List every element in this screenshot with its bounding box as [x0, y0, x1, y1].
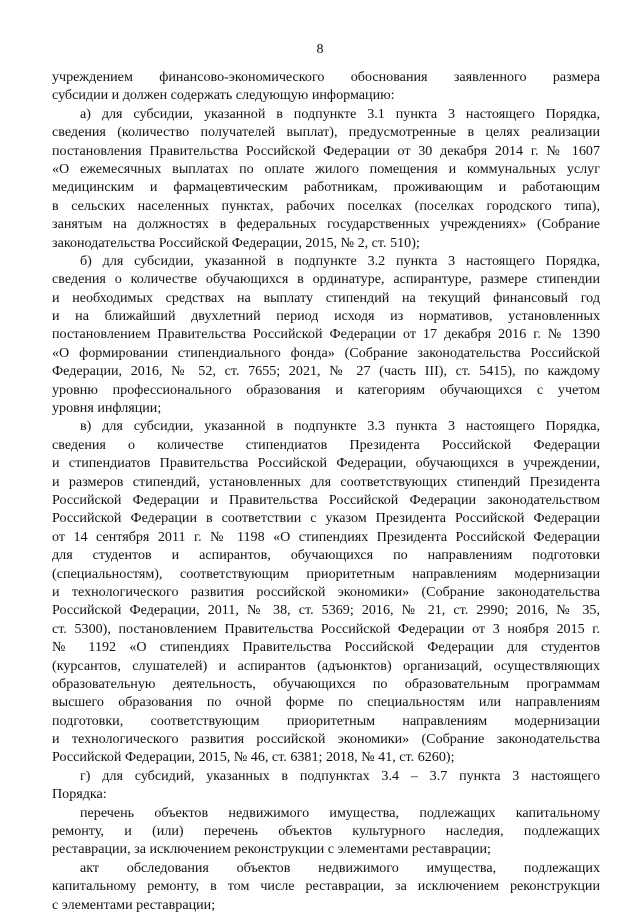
text-line: № 1192 «О стипендиях Правительства Российской Федерации для студентов — [52, 639, 600, 656]
text-line: в) для субсидии, указанной в подпункте 3.3 пункта 3 настоящего Порядка, — [80, 418, 600, 435]
text-line: ремонту, и (или) перечень объектов культурного наследия, подлежащих — [52, 823, 600, 840]
text-line: (специальностям), соответствующим приоритетным направлениям модернизации — [52, 565, 600, 582]
text-line: «О ежемесячных выплатах по оплате жилого помещения и коммунальных услуг — [52, 160, 600, 177]
text-line: Российской Федерации, 2011, № 38, ст. 5369; 2016, № 21, ст. 2990; 2016, № 35, — [52, 602, 600, 619]
text-line: перечень объектов недвижимого имущества, подлежащих капитальному — [80, 804, 600, 821]
text-line: уровня инфляции; — [52, 400, 162, 417]
text-line: и стипендиатов Правительства Российской Федерации, обучающихся в учреждении, — [52, 455, 600, 472]
text-line: и на ближайший двухлетний период исходя из нормативов, установленных — [52, 308, 600, 325]
text-line: подготовки, соответствующим приоритетным направлениям модернизации — [52, 712, 600, 729]
text-line: уровню профессионального образования и категориям обучающихся с учетом — [52, 381, 600, 398]
text-line: постановления Правительства Российской Федерации от 30 декабря 2014 г. № 1607 — [52, 142, 600, 159]
text-line: от 14 сентября 2011 г. № 1198 «О стипендиях Президента Российской Федерации — [52, 528, 600, 545]
text-line: медицинским и фармацевтическим работникам, проживающим и работающим — [52, 179, 600, 196]
text-line: образовательную деятельность, обучающихся по образовательным программам — [52, 675, 600, 692]
text-line: г) для субсидий, указанных в подпунктах 3.4 – 3.7 пункта 3 настоящего — [80, 767, 600, 784]
text-line: постановлением Правительства Российской Федерации от 17 декабря 2016 г. № 1390 — [52, 326, 600, 343]
text-line: сведения о количестве обучающихся в ординатуре, аспирантуре, размере стипендии — [52, 271, 600, 288]
text-line: и размеров стипендий, установленных для соответствующих стипендий Президента — [52, 473, 600, 490]
text-line: реставрации, за исключением реконструкции с элементами реставрации; — [52, 841, 491, 858]
text-line: законодательства Российской Федерации, 2015, № 2, ст. 510); — [52, 234, 420, 251]
text-line: и технологического развития российской экономики» (Собрание законодательства — [52, 731, 600, 748]
text-line: Российской Федерации, 2015, № 46, ст. 6381; 2018, № 41, ст. 6260); — [52, 749, 455, 766]
text-line: ст. 5300), постановлением Правительства Российской Федерации от 3 ноября 2015 г. — [52, 620, 600, 637]
text-line: занятым на должностях в федеральных государственных учреждениях» (Собрание — [52, 216, 600, 233]
text-line: высшего образования по очной форме по специальностям или направлениям — [52, 694, 600, 711]
text-line: а) для субсидии, указанной в подпункте 3.1 пункта 3 настоящего Порядка, — [80, 105, 600, 122]
text-line: Российской Федерации и Правительства Российской Федерации законодательством — [52, 491, 600, 508]
text-line: акт обследования объектов недвижимого имущества, подлежащих — [80, 859, 600, 876]
text-line: Федерации, 2016, № 52, ст. 7655; 2021, № 27 (часть III), ст. 5415), по каждому — [52, 363, 600, 380]
text-line: б) для субсидии, указанной в подпункте 3.2 пункта 3 настоящего Порядка, — [80, 252, 600, 269]
page-number: 8 — [316, 42, 324, 57]
text-line: (курсантов, слушателей) и аспирантов (адъюнктов) организаций, осуществляющих — [52, 657, 600, 674]
text-line: и необходимых средствах на выплату стипендий на текущий финансовый год — [52, 289, 600, 306]
text-line: сведения (количество получателей выплат), предусмотренные в целях реализации — [52, 124, 600, 141]
text-line: Порядка: — [52, 786, 107, 803]
text-line: учреждением финансово-экономического обоснования заявленного размера — [52, 69, 600, 85]
text-line: для студентов и аспирантов, обучающихся по направлениям подготовки — [52, 547, 600, 564]
text-line: Российской Федерации в соответствии с указом Президента Российской Федерации — [52, 510, 600, 527]
text-line: субсидии и должен содержать следующую информацию: — [52, 87, 395, 104]
text-line: с элементами реставрации; — [52, 896, 216, 913]
document-body — [52, 68, 600, 914]
text-line: и технологического развития российской экономики» (Собрание законодательства — [52, 583, 600, 600]
text-line: сведения о количестве стипендиатов Президента Российской Федерации — [52, 436, 600, 453]
text-line: в сельских населенных пунктах, рабочих поселках (поселках городского типа), — [52, 197, 600, 214]
text-line: капитальному ремонту, в том числе реставрации, за исключением реконструкции — [52, 878, 600, 895]
text-line: «О формировании стипендиального фонда» (Собрание законодательства Российской — [52, 344, 600, 361]
